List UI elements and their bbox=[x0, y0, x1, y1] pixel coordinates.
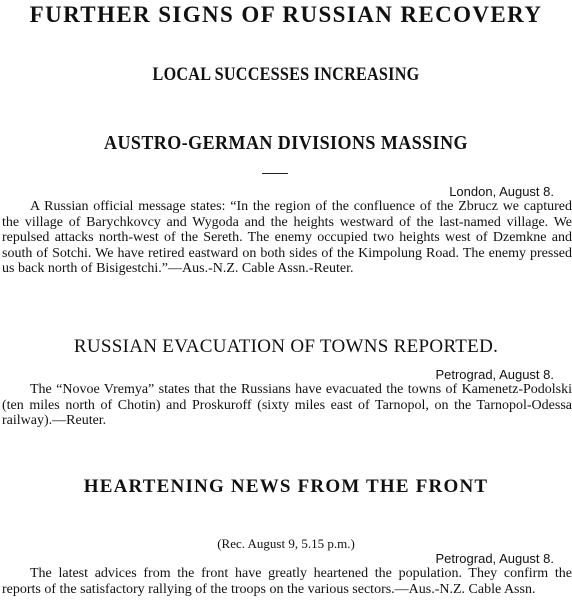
subheadline-divisions-massing: AUSTRO-GERMAN DIVISIONS MASSING bbox=[103, 132, 468, 154]
main-headline: FURTHER SIGNS OF RUSSIAN RECOVERY bbox=[29, 2, 543, 27]
headline-heartening-news: HEARTENING NEWS FROM THE FRONT bbox=[83, 476, 489, 497]
article-body-russian-official-message: A Russian official message states: “In the region of the confluence of the Zbrucz we captured the village of Barychkovcy and Wygoda and the heights westward of the last-named village. We repulsed attacks north-west of the Sereth. The enemy occupied two heights west of Dzemkne and south of Sotchi. We have retired eastward on both sides of the Kimpolung Road. The enemy pressed us back north of Bisigestchi.”—Aus.-N.Z. Cable Assn.-Reuter. bbox=[2, 199, 572, 276]
dateline-petrograd-evacuation: Petrograd, August 8. bbox=[435, 367, 554, 382]
subheadline-local-successes: LOCAL SUCCESSES INCREASING bbox=[152, 64, 420, 85]
article-body-front-news: The latest advices from the front have greatly heartened the population. They confirm the reports of the satisfactory rallying of the troops on the various sectors.—Aus.-N.Z. Cable Assn. bbox=[2, 566, 572, 597]
received-timestamp: (Rec. August 9, 5.15 p.m.) bbox=[217, 536, 355, 551]
dateline-petrograd-front: Petrograd, August 8. bbox=[435, 551, 554, 566]
section-divider bbox=[262, 173, 288, 174]
article-body-evacuation: The “Novoe Vremya” states that the Russians have evacuated the towns of Kamenetz-Podolski (ten miles north of Chotin) and Proskuroff (sixty miles east of Tarnopol, on the Tarnopol-Odessa railway).—Reuter. bbox=[2, 382, 572, 428]
dateline-london: London, August 8. bbox=[449, 184, 554, 199]
headline-russian-evacuation: RUSSIAN EVACUATION OF TOWNS REPORTED. bbox=[73, 336, 499, 357]
